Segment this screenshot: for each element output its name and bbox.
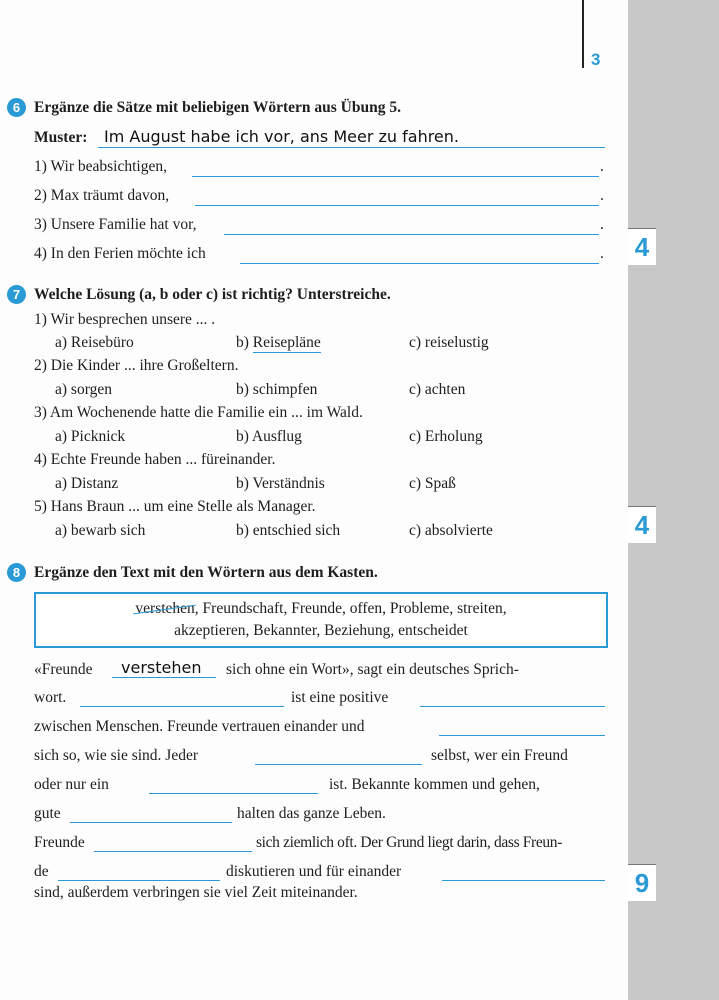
- option-c[interactable]: c) reiselustig: [409, 334, 489, 351]
- exercise-7-title: Welche Lösung (a, b oder c) ist richtig? Unterstreiche.: [34, 286, 391, 303]
- answer-line: [98, 147, 605, 148]
- crossed-word: verstehen: [135, 600, 195, 617]
- question: 3) Am Wochenende hatte die Familie ein ... im Wald.: [34, 404, 363, 421]
- word-box: [34, 592, 608, 648]
- answer-blank[interactable]: [439, 735, 605, 736]
- answer-blank[interactable]: [195, 205, 599, 206]
- answer-blank[interactable]: [58, 880, 220, 881]
- page-number: 3: [591, 50, 601, 69]
- option-b[interactable]: b) entschied sich: [236, 522, 341, 539]
- text-fragment: wort.: [34, 689, 67, 706]
- sentence-prompt: 4) In den Ferien möchte ich: [34, 245, 206, 262]
- option-b[interactable]: b) Reisepläne: [236, 334, 321, 351]
- side-tab-unit: 9: [628, 864, 656, 901]
- option-c[interactable]: c) Spaß: [409, 475, 456, 492]
- option-b[interactable]: b) Ausflug: [236, 428, 302, 445]
- end-mark: .: [600, 187, 604, 204]
- text-fragment: sich ohne ein Wort», sagt ein deutsches Sprich-: [226, 661, 519, 678]
- answer-blank[interactable]: [240, 263, 599, 264]
- side-tab-unit: 4: [628, 228, 656, 265]
- text-fragment: «Freunde: [34, 661, 93, 678]
- text-fragment: gute: [34, 805, 61, 822]
- filled-answer: verstehen: [121, 658, 202, 677]
- answer-blank[interactable]: [149, 793, 318, 794]
- word-box-line-1: verstehen, Freundschaft, Freunde, offen, Probleme, streiten,: [135, 600, 507, 617]
- option-a[interactable]: a) Picknick: [55, 428, 126, 445]
- end-mark: .: [600, 245, 604, 262]
- text-fragment: de: [34, 863, 49, 880]
- answer-blank[interactable]: [255, 764, 422, 765]
- side-tab-unit: 4: [628, 506, 656, 543]
- exercise-6-title: Ergänze die Sätze mit beliebigen Wörtern aus Übung 5.: [34, 99, 401, 116]
- end-mark: .: [600, 158, 604, 175]
- option-c[interactable]: c) absolvierte: [409, 522, 493, 539]
- answer-blank[interactable]: [224, 234, 599, 235]
- text-fragment: halten das ganze Leben.: [237, 805, 386, 822]
- exercise-8-title: Ergänze den Text mit den Wörtern aus dem Kasten.: [34, 564, 378, 581]
- answer-blank[interactable]: [94, 851, 252, 852]
- question: 4) Echte Freunde haben ... füreinander.: [34, 451, 276, 468]
- exercise-number-badge: 7: [7, 285, 26, 304]
- sentence-prompt: 1) Wir beabsichtigen,: [34, 158, 167, 175]
- text-fragment: diskutieren und für einander: [226, 863, 402, 880]
- exercise-number-badge: 8: [7, 563, 26, 582]
- text-fragment: sich so, wie sie sind. Jeder: [34, 747, 199, 764]
- answer-blank[interactable]: [70, 822, 232, 823]
- question: 5) Hans Braun ... um eine Stelle als Manager.: [34, 498, 316, 515]
- muster-answer: Im August habe ich vor, ans Meer zu fahren.: [104, 127, 459, 146]
- end-mark: .: [600, 216, 604, 233]
- option-b[interactable]: b) Verständnis: [236, 475, 325, 492]
- word-box-line-2: akzeptieren, Bekannter, Beziehung, entscheidet: [174, 622, 468, 639]
- answer-blank[interactable]: [112, 677, 216, 678]
- text-fragment: sind, außerdem verbringen sie viel Zeit miteinander.: [34, 884, 358, 901]
- page-edge-strip: [628, 0, 719, 1000]
- header-divider: [582, 0, 584, 68]
- text-fragment: ist eine positive: [291, 689, 389, 706]
- text-fragment: selbst, wer ein Freund: [431, 747, 568, 764]
- selected-answer: Reisepläne: [252, 334, 321, 351]
- exercise-number-badge: 6: [7, 98, 26, 117]
- option-c[interactable]: c) Erholung: [409, 428, 483, 445]
- option-a[interactable]: a) sorgen: [55, 381, 112, 398]
- option-c[interactable]: c) achten: [409, 381, 466, 398]
- answer-blank[interactable]: [442, 880, 605, 881]
- sentence-prompt: 3) Unsere Familie hat vor,: [34, 216, 197, 233]
- text-fragment: Freunde: [34, 834, 85, 851]
- question: 1) Wir besprechen unsere ... .: [34, 311, 216, 328]
- text-fragment: ist. Bekannte kommen und gehen,: [329, 776, 540, 793]
- text-fragment: oder nur ein: [34, 776, 109, 793]
- sentence-prompt: 2) Max träumt davon,: [34, 187, 170, 204]
- muster-label: Muster:: [34, 129, 88, 146]
- question: 2) Die Kinder ... ihre Großeltern.: [34, 357, 239, 374]
- option-b[interactable]: b) schimpfen: [236, 381, 318, 398]
- answer-blank[interactable]: [80, 706, 284, 707]
- text-fragment: sich ziemlich oft. Der Grund liegt darin, dass Freun-: [256, 834, 563, 851]
- option-a[interactable]: a) bewarb sich: [55, 522, 146, 539]
- answer-blank[interactable]: [192, 176, 599, 177]
- option-a[interactable]: a) Distanz: [55, 475, 119, 492]
- text-fragment: zwischen Menschen. Freunde vertrauen einander und: [34, 718, 365, 735]
- answer-blank[interactable]: [420, 706, 605, 707]
- option-a[interactable]: a) Reisebüro: [55, 334, 134, 351]
